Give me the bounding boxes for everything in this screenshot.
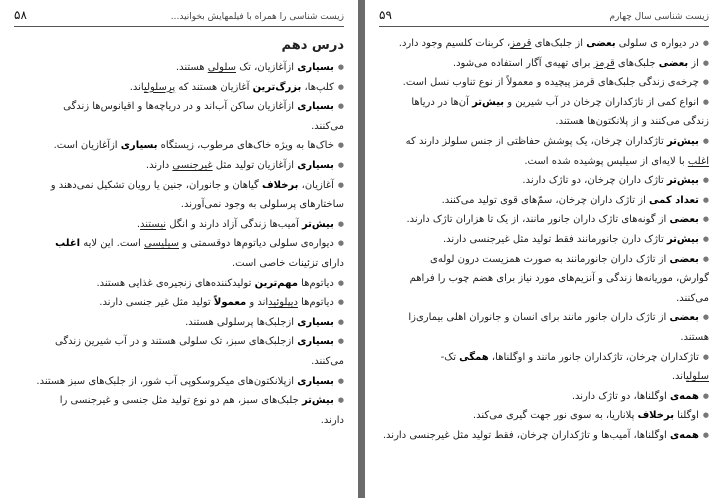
bullet-line — [14, 78, 344, 98]
text-run: هستند. — [175, 62, 208, 73]
emphasis-text: بعضی — [586, 38, 616, 49]
bullet-line — [14, 136, 344, 156]
text-run: دارند. — [320, 414, 344, 426]
emphasis-text: بعضی — [658, 57, 689, 69]
underlined-text: نیستند — [140, 218, 167, 230]
bullet-line — [14, 58, 344, 78]
text-run: ازآغازیان تولید مثل — [212, 159, 298, 171]
text-run: ازآغازیان ساکن آب‌اند و در دریاچه‌ها و اقیانوس‌ها زندگی — [63, 101, 298, 113]
emphasis-text: بیش‌تر — [666, 233, 699, 245]
text-run: از تاژک داران جانورمانند به صورت همزیست درون لوله‌ی — [430, 253, 670, 265]
text-run: آغازیان، — [298, 179, 334, 191]
text-run: زندگی می‌کنند و از پلانکتون‌ها هستند. — [555, 116, 709, 128]
emphasis-text: بزرگ‌ترین — [252, 81, 302, 93]
bullet-line — [379, 210, 709, 230]
emphasis-text: بسیاری — [297, 159, 334, 171]
continuation-line — [14, 254, 344, 274]
text-run: از تاژک داران جانور مانند برای انسان و جانوران اهلی بیماری‌زا — [408, 312, 670, 324]
text-run: چرخه‌ی زندگی جلبک‌های قرمز پیچیده و معمولاً از نوع تناوب نسل است. — [402, 77, 699, 89]
bullet-line — [14, 97, 344, 117]
emphasis-text: بیش‌تر — [301, 395, 334, 407]
emphasis-text: بسیاری — [120, 140, 158, 152]
text-run: از — [688, 57, 699, 69]
emphasis-text: بعضی — [669, 214, 699, 226]
text-run: ازجلبک‌های سبز، تک سلولی هستند و در آب شیرین زندگی — [55, 336, 298, 348]
emphasis-text: همه‌ی — [670, 429, 699, 441]
emphasis-text: اغلب — [55, 238, 81, 250]
underlined-text: سلولی — [207, 62, 237, 73]
text-run: ازآغازیان است. — [53, 140, 121, 152]
bullet-line — [379, 191, 709, 211]
bullet-line — [379, 93, 709, 113]
text-run: تولیدکننده‌های زنجیره‌ی غذایی هستند. — [96, 277, 255, 289]
underlined-text: سلولی — [686, 371, 709, 383]
continuation-line — [14, 411, 344, 431]
text-run: ازپلانکتون‌های میکروسکوپی آب شور، از جلبک‌های سبز هستند. — [36, 375, 298, 387]
text-run: دارند. — [145, 159, 173, 171]
text-run: دیاتوم‌ها — [297, 297, 334, 309]
text-run: گوارش، موریانه‌ها زندگی و آنزیم‌های مورد نیاز برای هضم چوب را فراهم — [409, 273, 709, 285]
emphasis-text: بیش‌تر — [666, 135, 699, 147]
left-page-content — [14, 34, 344, 430]
bullet-line — [14, 372, 344, 392]
bullet-line — [379, 426, 709, 446]
bullet-line — [14, 274, 344, 294]
text-run: جلبک‌های — [614, 57, 659, 69]
bullet-line — [14, 313, 344, 333]
text-run: ازآغازیان، تک — [236, 62, 298, 73]
bullet-line — [14, 293, 344, 313]
text-run: ازجلبک‌ها پرسلولی هستند. — [185, 316, 298, 328]
continuation-line — [379, 112, 709, 132]
continuation-line — [379, 269, 709, 289]
text-run: تولید مثل غیر جنسی دارند. — [99, 297, 214, 309]
underlined-text: اغلب — [687, 155, 709, 167]
text-run: تاژک داران چرخان، دو تاژک دارند. — [522, 175, 667, 187]
emphasis-text: همگی — [459, 351, 489, 363]
emphasis-text: بعضی — [669, 253, 699, 265]
emphasis-text: بیش‌تر — [666, 175, 699, 187]
bullet-line — [379, 308, 709, 328]
text-run: اند. — [129, 81, 144, 93]
text-run: انواع کمی از تاژکداران چرخان در آب شیرین و — [504, 96, 699, 108]
right-page-header — [379, 8, 709, 27]
text-run: دیاتوم‌ها — [297, 277, 334, 289]
left-page-header — [14, 8, 344, 27]
text-run: ، کربنات کلسیم وجود دارد. — [398, 38, 511, 49]
left-page-number: ۵۸ — [14, 8, 27, 22]
underlined-text: قرمز — [593, 57, 615, 69]
emphasis-text: تعداد کمی — [649, 194, 699, 206]
text-run: . — [136, 218, 140, 230]
text-run: برای تهیه‌ی آگار استفاده می‌شود. — [452, 57, 594, 69]
underlined-text: سیلیسی — [144, 238, 179, 250]
emphasis-text: بسیاری — [297, 316, 334, 328]
continuation-line — [379, 328, 709, 348]
text-run: اوگلناها، دو تاژک دارند. — [571, 390, 671, 402]
continuation-line — [379, 289, 709, 309]
text-run: دیواره‌ی سلولی دیاتوم‌ها دوقسمتی و — [178, 238, 334, 250]
text-run: تاژک دارن جانورمانند فقط تولید مثل غیرجنسی دارند. — [443, 233, 667, 245]
text-run: ساختارهای پرسلولی به وجود نمی‌آورند. — [180, 199, 344, 211]
text-run: اوگلناها، آمیب‌ها و تاژکداران چرخان، فقط تولید مثل غیرجنسی دارند. — [382, 429, 671, 441]
bullet-line — [14, 234, 344, 254]
text-run: است. این لایه — [80, 238, 144, 250]
bullet-line — [379, 73, 709, 93]
text-run: آغازیان هستند که — [175, 81, 253, 93]
text-run: می‌کنند. — [676, 292, 709, 304]
text-run: اند. — [671, 371, 687, 383]
text-run: با لایه‌ای از سیلیس پوشیده شده است. — [524, 155, 688, 167]
emphasis-text: برخلاف — [637, 410, 674, 422]
right-page-number: ۵۹ — [379, 8, 392, 22]
emphasis-text: بعضی — [669, 312, 699, 324]
text-run: جلبک‌های سبز، هم دو نوع تولید مثل جنسی و غیرجنسی را — [59, 395, 302, 407]
emphasis-text: بسیاری — [297, 62, 334, 73]
emphasis-text: معمولاً — [213, 297, 247, 309]
text-run: می‌کنند. — [311, 355, 344, 367]
right-header-title: زیست شناسی سال چهارم — [609, 12, 709, 22]
text-run: آن‌ها در دریاها — [411, 96, 473, 108]
bullet-line — [379, 54, 709, 74]
bullet-line — [379, 171, 709, 191]
emphasis-text: بسیاری — [297, 375, 334, 387]
bullet-line — [14, 391, 344, 411]
text-run: دارای تزئینات خاصی است. — [232, 257, 344, 269]
bullet-line — [379, 348, 709, 368]
emphasis-text: همه‌ی — [670, 390, 699, 402]
underlined-text: پرسلولی — [143, 81, 176, 93]
text-run: از جلبک‌های — [531, 38, 587, 49]
right-page — [365, 0, 723, 498]
bullet-line — [14, 215, 344, 235]
text-run: اوگلنا — [673, 410, 699, 422]
emphasis-text: مهم‌ترین — [254, 277, 298, 289]
text-run: از گونه‌های تاژک داران جانور مانند، از یک تا هزاران تاژک دارند. — [406, 214, 670, 226]
continuation-line — [14, 195, 344, 215]
emphasis-text: بسیاری — [297, 101, 334, 113]
left-header-title: زیست شناسی را همراه با فیلمهایش بخوانید... — [170, 12, 344, 22]
bullet-line — [14, 156, 344, 176]
underlined-text: قرمز — [510, 38, 532, 49]
text-run: تک‌- — [440, 351, 460, 363]
emphasis-text: بیش‌تر — [472, 96, 505, 108]
bullet-line — [379, 230, 709, 250]
underlined-text: غیرجنسی — [172, 159, 213, 171]
text-run: تاژکداران چرخان، یک پوشش حفاظتی از جنس سلولز دارند که — [405, 135, 667, 147]
continuation-line — [14, 352, 344, 372]
lesson-heading: درس دهم — [281, 38, 344, 53]
text-run: پلاناریا، به سوی نور جهت گیری می‌کند. — [472, 410, 638, 422]
text-run: آمیب‌ها زندگی آزاد دارند و انگل — [166, 218, 302, 230]
text-run: در دیواره ی سلولی — [615, 38, 699, 49]
text-run: کلپ‌ها، — [301, 81, 334, 93]
bullet-line — [379, 34, 709, 54]
text-run: اند و — [246, 297, 269, 309]
continuation-line — [379, 152, 709, 172]
text-run: تاژکداران چرخان، تاژکداران جانور مانند و اوگلناها، — [488, 351, 699, 363]
text-run: گیاهان و جانوران، جنین یا رویان تشکیل نمی‌دهند و — [50, 179, 263, 191]
right-page-content — [379, 34, 709, 445]
bullet-line — [379, 387, 709, 407]
emphasis-text: بسیاری — [297, 336, 334, 348]
text-run: می‌کنند. — [311, 120, 344, 132]
underlined-text: دیپلوئید — [268, 297, 298, 309]
text-run: هستند. — [680, 331, 709, 343]
bullet-line — [379, 250, 709, 270]
text-run: از تاژک داران چرخان، سمّ‌های قوی تولید می‌کنند. — [441, 194, 650, 206]
emphasis-text: بیش‌تر — [301, 218, 334, 230]
bullet-line — [14, 176, 344, 196]
bullet-line — [379, 132, 709, 152]
continuation-line — [14, 117, 344, 137]
bullet-line — [14, 332, 344, 352]
left-page — [0, 0, 358, 498]
text-run: خاک‌ها به ویژه خاک‌های مرطوب، زیستگاه — [157, 140, 334, 152]
continuation-line — [379, 367, 709, 387]
bullet-line — [379, 406, 709, 426]
emphasis-text: برخلاف — [262, 179, 299, 191]
